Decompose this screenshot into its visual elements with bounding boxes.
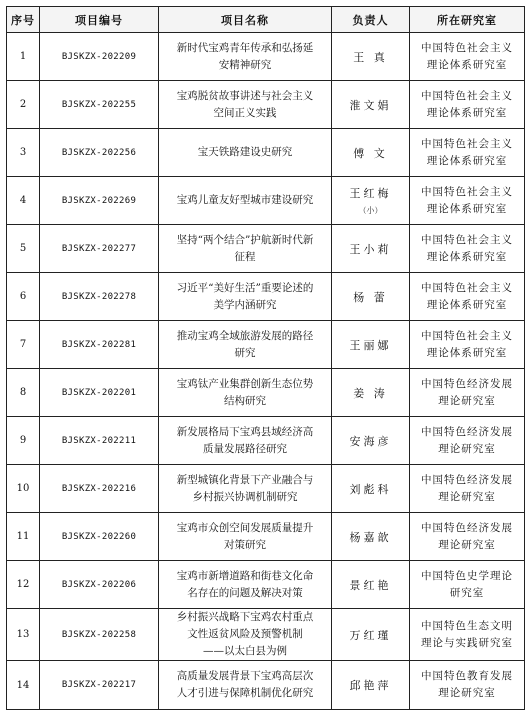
row-index: 4 [7, 177, 40, 225]
research-office-line: 中国特色生态文明 [421, 619, 513, 632]
table-row [7, 129, 525, 177]
person-in-charge [332, 465, 410, 513]
project-title-line: 空间正义实践 [213, 106, 277, 119]
row-index: 10 [7, 465, 40, 513]
project-title-line: 宝鸡钛产业集群创新生态位势 [176, 377, 314, 390]
row-index: 1 [7, 33, 40, 81]
research-office-line: 理论研究室 [438, 538, 496, 551]
project-code: BJSKZX-202209 [40, 33, 159, 81]
project-title [159, 561, 332, 609]
research-office-line: 理论与实践研究室 [421, 636, 513, 649]
research-office-line: 中国特色社会主义 [421, 281, 513, 294]
research-office-line: 中国特色社会主义 [421, 185, 513, 198]
person-in-charge [332, 129, 410, 177]
row-index: 9 [7, 417, 40, 465]
project-code: BJSKZX-202211 [40, 417, 159, 465]
research-office-line: 中国特色史学理论 [421, 569, 513, 582]
table-row [7, 33, 525, 81]
research-office-line: 中国特色社会主义 [421, 137, 513, 150]
person-name: 万红瑾 [349, 628, 392, 642]
table-row [7, 609, 525, 661]
research-office-line: 中国特色社会主义 [421, 233, 513, 246]
row-index: 7 [7, 321, 40, 369]
table-row [7, 417, 525, 465]
project-code: BJSKZX-202201 [40, 369, 159, 417]
table-row [7, 81, 525, 129]
project-title-line: 质量发展路径研究 [203, 442, 287, 455]
research-office [410, 225, 525, 273]
research-office [410, 561, 525, 609]
person-in-charge [332, 513, 410, 561]
header-index: 序号 [7, 7, 40, 33]
row-index: 2 [7, 81, 40, 129]
person-name: 王红梅 [349, 187, 392, 200]
header-project-code: 项目编号 [40, 7, 159, 33]
project-code: BJSKZX-202217 [40, 661, 159, 710]
person-name: 王丽娜 [349, 338, 392, 352]
row-index: 14 [7, 661, 40, 710]
project-title-line: 名存在的问题及解决对策 [187, 586, 303, 599]
project-title-line: ——以太白县为例 [203, 645, 287, 657]
project-title-line: 宝鸡脱贫故事讲述与社会主义 [176, 89, 314, 102]
row-index: 3 [7, 129, 40, 177]
project-title [159, 661, 332, 710]
header-research-office: 所在研究室 [410, 7, 525, 33]
header-project-title: 项目名称 [159, 7, 332, 33]
research-office [410, 661, 525, 710]
person-in-charge [332, 661, 410, 710]
research-office [410, 609, 525, 661]
project-title-line: 宝鸡儿童友好型城市建设研究 [176, 194, 314, 206]
project-code: BJSKZX-202256 [40, 129, 159, 177]
research-office-line: 理论体系研究室 [426, 298, 508, 311]
research-office-line: 理论研究室 [438, 394, 496, 407]
research-office-line: 理论体系研究室 [426, 154, 508, 167]
project-code: BJSKZX-202278 [40, 273, 159, 321]
person-in-charge [332, 561, 410, 609]
research-office-line: 中国特色经济发展 [421, 521, 513, 534]
person-name: 王 真 [353, 50, 388, 64]
project-title [159, 129, 332, 177]
project-title [159, 417, 332, 465]
person-name: 淮文娟 [349, 98, 392, 112]
research-office [410, 465, 525, 513]
research-office [410, 369, 525, 417]
project-title-line: 乡村振兴战略下宝鸡农村重点 [176, 611, 314, 623]
table-row [7, 661, 525, 710]
project-code: BJSKZX-202216 [40, 465, 159, 513]
row-index: 11 [7, 513, 40, 561]
research-office-line: 中国特色社会主义 [421, 89, 513, 102]
project-title [159, 465, 332, 513]
research-office-line: 中国特色教育发展 [421, 670, 513, 682]
project-title-line: 推动宝鸡全域旅游发展的路径 [176, 329, 314, 342]
person-name: 景红艳 [349, 578, 392, 592]
person-name: 刘彪科 [349, 482, 392, 496]
table-row [7, 369, 525, 417]
project-title-line: 高质量发展背景下宝鸡高层次 [176, 670, 314, 682]
row-index: 13 [7, 609, 40, 661]
row-index: 12 [7, 561, 40, 609]
project-title-line: 习近平“美好生活”重要论述的 [176, 281, 314, 294]
table-header-row [7, 7, 525, 33]
research-office-line: 中国特色经济发展 [421, 425, 513, 438]
project-title-line: 新时代宝鸡青年传承和弘扬延 [176, 41, 314, 54]
project-title [159, 609, 332, 661]
research-office [410, 513, 525, 561]
person-in-charge [332, 273, 410, 321]
project-code: BJSKZX-202258 [40, 609, 159, 661]
research-office-line: 中国特色经济发展 [421, 377, 513, 390]
research-office [410, 177, 525, 225]
research-office-line: 中国特色社会主义 [421, 41, 513, 54]
project-title [159, 321, 332, 369]
table-row [7, 561, 525, 609]
project-title-line: 新型城镇化背景下产业融合与 [176, 473, 314, 486]
research-office-line: 理论体系研究室 [426, 58, 508, 71]
research-office [410, 321, 525, 369]
table-row [7, 273, 525, 321]
project-code: BJSKZX-202277 [40, 225, 159, 273]
project-title-line: 研究 [234, 346, 256, 359]
person-name: 邱艳萍 [349, 679, 392, 692]
project-title-line: 人才引进与保障机制优化研究 [176, 687, 314, 699]
project-title-line: 新发展格局下宝鸡县域经济高 [176, 425, 314, 438]
project-title [159, 81, 332, 129]
person-in-charge [332, 81, 410, 129]
research-office [410, 33, 525, 81]
research-office-line: 中国特色社会主义 [421, 329, 513, 342]
research-office-line: 理论研究室 [438, 490, 496, 503]
research-office [410, 129, 525, 177]
project-title-line: 宝鸡市众创空间发展质量提升 [176, 521, 314, 534]
project-title-line: 乡村振兴协调机制研究 [192, 490, 298, 503]
project-code: BJSKZX-202260 [40, 513, 159, 561]
project-title [159, 33, 332, 81]
person-in-charge [332, 177, 410, 225]
research-office [410, 273, 525, 321]
table-row [7, 177, 525, 225]
person-note: （小） [358, 206, 383, 215]
project-title [159, 513, 332, 561]
research-office [410, 417, 525, 465]
person-in-charge [332, 609, 410, 661]
person-name: 王小莉 [349, 242, 392, 256]
person-name: 杨 蕾 [353, 290, 388, 304]
project-title-line: 宝天铁路建设史研究 [197, 146, 293, 158]
project-title-line: 宝鸡市新增道路和街巷文化命 [176, 569, 314, 582]
project-list-document [6, 6, 524, 710]
person-name: 姜 涛 [353, 386, 388, 400]
research-office-line: 理论研究室 [438, 687, 496, 699]
project-title-line: 坚持“两个结合”护航新时代新 [176, 233, 314, 246]
project-title [159, 225, 332, 273]
project-title [159, 369, 332, 417]
table-body [7, 33, 525, 710]
person-in-charge [332, 417, 410, 465]
research-office-line: 理论体系研究室 [426, 106, 508, 119]
project-code: BJSKZX-202206 [40, 561, 159, 609]
project-code: BJSKZX-202281 [40, 321, 159, 369]
row-index: 5 [7, 225, 40, 273]
person-in-charge [332, 225, 410, 273]
person-name: 傅 文 [353, 146, 388, 160]
research-office-line: 理论体系研究室 [426, 250, 508, 263]
project-code: BJSKZX-202269 [40, 177, 159, 225]
table-row [7, 513, 525, 561]
research-office-line: 中国特色经济发展 [421, 473, 513, 486]
project-title-line: 征程 [234, 250, 256, 263]
row-index: 8 [7, 369, 40, 417]
person-in-charge [332, 33, 410, 81]
research-office [410, 81, 525, 129]
person-name: 安海彦 [349, 434, 392, 448]
project-table [6, 6, 525, 710]
project-title [159, 177, 332, 225]
research-office-line: 理论体系研究室 [426, 202, 508, 215]
project-title [159, 273, 332, 321]
project-title-line: 美学内涵研究 [213, 298, 277, 311]
project-title-line: 对策研究 [224, 538, 266, 551]
project-title-line: 安精神研究 [218, 58, 272, 71]
table-row [7, 321, 525, 369]
header-person-in-charge: 负责人 [332, 7, 410, 33]
table-row [7, 465, 525, 513]
research-office-line: 理论体系研究室 [426, 346, 508, 359]
project-title-line: 结构研究 [224, 394, 266, 407]
project-title-line: 文性返贫风险及预警机制 [187, 628, 303, 640]
research-office-line: 理论研究室 [438, 442, 496, 455]
person-in-charge [332, 321, 410, 369]
table-row [7, 225, 525, 273]
row-index: 6 [7, 273, 40, 321]
project-code: BJSKZX-202255 [40, 81, 159, 129]
person-name: 杨嘉歆 [349, 530, 392, 544]
research-office-line: 研究室 [449, 586, 485, 599]
person-in-charge [332, 369, 410, 417]
